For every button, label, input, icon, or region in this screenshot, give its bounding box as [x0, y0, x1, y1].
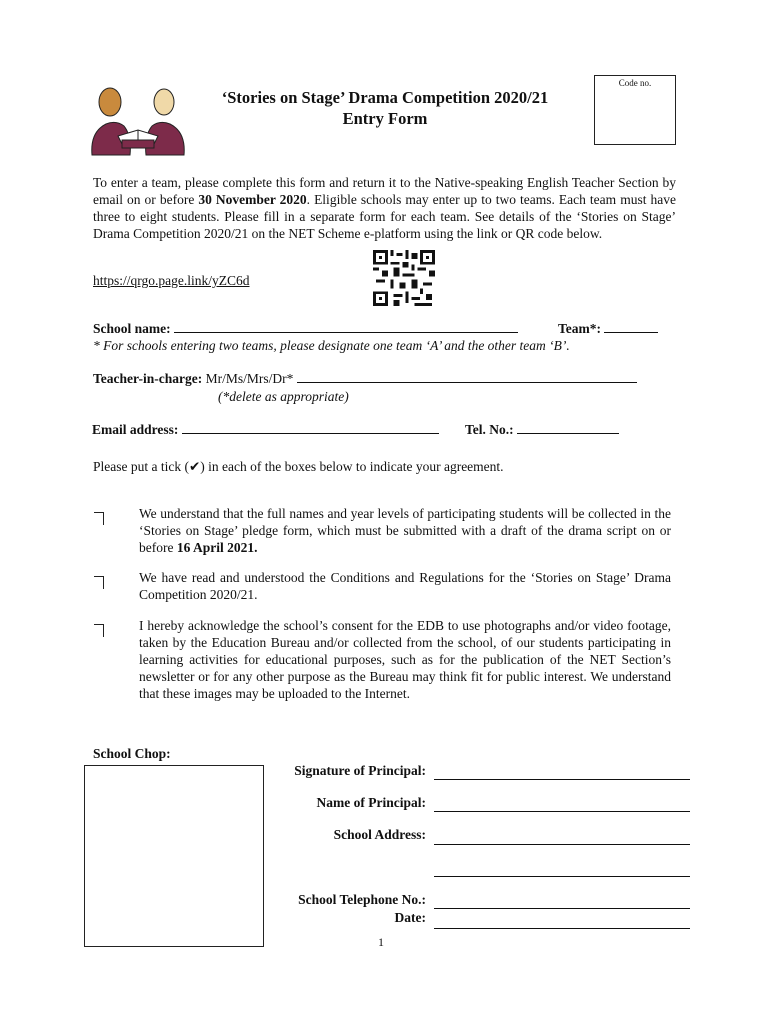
school-telephone-field[interactable]: [434, 908, 690, 909]
school-name-label: School name:: [93, 321, 171, 336]
email-label: Email address:: [92, 422, 179, 437]
school-name-row: [93, 321, 518, 337]
principal-name-label: Name of Principal:: [316, 795, 426, 810]
e-platform-link[interactable]: https://qrgo.page.link/yZC6d: [93, 273, 250, 288]
school-address-label: School Address:: [333, 827, 426, 842]
qr-code[interactable]: [373, 250, 435, 306]
school-telephone-label: School Telephone No.:: [298, 892, 426, 907]
principal-name-field[interactable]: [434, 811, 690, 812]
two-people-reading-logo: [88, 80, 188, 160]
declaration-1-checkbox[interactable]: [94, 512, 104, 525]
school-chop-label: School Chop:: [93, 746, 171, 761]
intro-paragraph: [93, 174, 676, 242]
teacher-label: Teacher-in-charge:: [93, 371, 203, 386]
tel-field[interactable]: [517, 433, 619, 434]
title-line-2: Entry Form: [342, 109, 428, 128]
declaration-2-checkbox[interactable]: [94, 576, 104, 589]
declaration-1: [139, 505, 671, 556]
form-title: [190, 87, 580, 129]
teacher-note: (*delete as appropriate): [218, 389, 349, 404]
intro-text-1: To enter a team, please complete this form and return it to the Native-speaking English Teacher Section by email on or before: [93, 175, 676, 207]
team-label: Team*:: [558, 321, 601, 336]
deadline-date: 30 November 2020: [198, 192, 307, 207]
date-field[interactable]: [434, 928, 690, 929]
date-label: Date:: [394, 910, 426, 925]
declaration-3: I hereby acknowledge the school’s consent for the EDB to use photographs and/or video footage, taken by the Education Bureau and/or collected from the school, of our students participating in learning activities for educational purposes, such as for the publication of the NET Section’s newsletter or for any other purpose as the Bureau may think fit for public interest. We understand that these images may be uploaded to the Internet.: [139, 618, 671, 701]
email-field[interactable]: [182, 433, 439, 434]
school-address-field-2[interactable]: [434, 876, 690, 877]
intro-text-2: . Eligible schools may enter up to two teams. Each team must have three to eight students. Please fill in a separate form for each team. See details of the ‘Stories on Stage’ Drama Competition 2020/21 on the NET Scheme e-platform using the link or QR code below.: [93, 192, 676, 241]
teacher-row: [93, 371, 637, 387]
school-address-field-1[interactable]: [434, 844, 690, 845]
tel-row: [465, 422, 619, 438]
teacher-field[interactable]: [297, 382, 637, 383]
team-field[interactable]: [604, 332, 658, 333]
declaration-3-checkbox[interactable]: [94, 624, 104, 637]
title-line-1: ‘Stories on Stage’ Drama Competition 2020/21: [221, 88, 549, 107]
team-note: * For schools entering two teams, please designate one team ‘A’ and the other team ‘B’.: [93, 338, 570, 353]
school-name-field[interactable]: [174, 332, 518, 333]
page-number: 1: [378, 935, 384, 949]
team-row: [558, 321, 658, 337]
school-chop-box[interactable]: [84, 765, 264, 947]
pledge-deadline: 16 April 2021.: [176, 540, 258, 555]
tick-instruction: Please put a tick (✔) in each of the boxes below to indicate your agreement.: [93, 459, 504, 474]
tel-label: Tel. No.:: [465, 422, 514, 437]
code-number-box[interactable]: [594, 75, 676, 145]
principal-signature-field[interactable]: [434, 779, 690, 780]
declaration-1-text: We understand that the full names and year levels of participating students will be collected in the ‘Stories on Stage’ pledge form, which must be submitted with a draft of the drama script on or before: [139, 506, 671, 555]
email-row: [92, 422, 439, 438]
code-number-label: Code no.: [618, 78, 652, 88]
teacher-titles: Mr/Ms/Mrs/Dr*: [205, 371, 294, 386]
declaration-2: We have read and understood the Conditions and Regulations for the ‘Stories on Stage’ Drama Competition 2020/21.: [139, 570, 671, 602]
principal-signature-label: Signature of Principal:: [294, 763, 426, 778]
